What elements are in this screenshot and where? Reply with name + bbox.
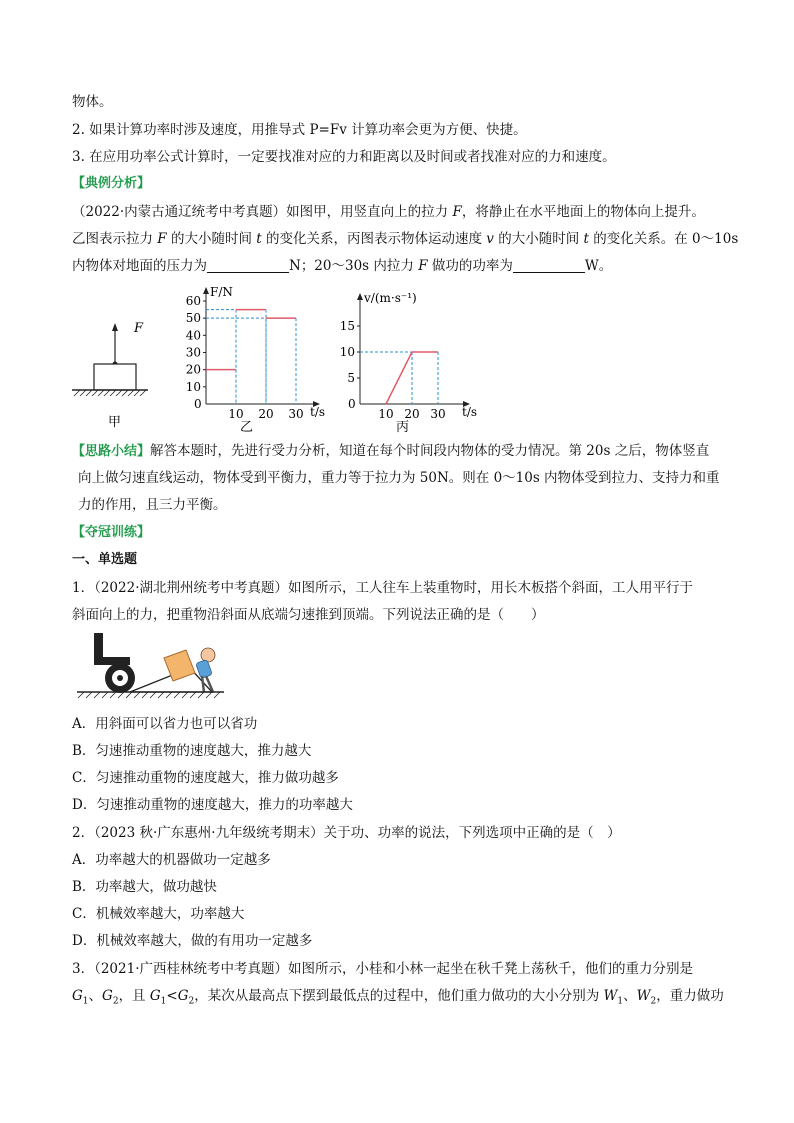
figure-caption: 丙 bbox=[396, 420, 410, 435]
x-tick-label: 30 bbox=[288, 407, 304, 421]
summary-text: 向上做匀速直线运动，物体受到平衡力，重力等于拉力为 50N。则在 0～10s 内物体受到拉力、支持力和重 bbox=[78, 470, 720, 486]
option-d[interactable]: D．机械效率越大，做的有用功一定越多 bbox=[72, 933, 313, 949]
force-label: F bbox=[134, 321, 144, 336]
single-choice-heading: 一、单选题 bbox=[72, 552, 138, 567]
question-text: 1．（2022·湖北荆州统考中考真题）如图所示，工人往车上装重物时，用长木板搭个斜面，工人用平行于 bbox=[72, 580, 693, 596]
option-c[interactable]: C．匀速推动重物的速度越大，推力做功越多 bbox=[72, 770, 339, 786]
figure-bing-chart bbox=[330, 280, 480, 435]
option-b[interactable]: B．功率越大，做功越快 bbox=[72, 879, 217, 895]
example-text: 内物体对地面的压力为 N；20～30s 内拉力 F 做功的功率为 W。 bbox=[72, 258, 613, 274]
x-axis-label: t/s bbox=[310, 405, 325, 419]
example-text: 乙图表示拉力 F 的大小随时间 t 的变化关系，丙图表示物体运动速度 v 的大小随时间 t 的变化关系。在 0～10s bbox=[72, 231, 739, 247]
y-axis-arrow-icon bbox=[203, 287, 209, 294]
example-text: （2022·内蒙古通辽统考中考真题）如图甲，用竖直向上的拉力 F，将静止在水平地面上的物体向上提升。 bbox=[72, 204, 705, 220]
x-axis-label: t/s bbox=[462, 405, 478, 419]
option-c[interactable]: C．机械效率越大，功率越大 bbox=[72, 906, 245, 922]
x-tick-label: 20 bbox=[258, 407, 274, 421]
section-summary-heading: 【思路小结】 bbox=[72, 444, 151, 459]
origin-label: 0 bbox=[194, 397, 202, 411]
x-tick-label: 10 bbox=[378, 407, 394, 421]
y-tick-label: 50 bbox=[185, 311, 201, 326]
origin-label: 0 bbox=[348, 397, 356, 411]
answer-blank[interactable] bbox=[513, 258, 585, 273]
y-tick-label: 15 bbox=[339, 319, 355, 333]
question-text: $G_1$、$G_2$，且 $G_1<G_2$，某次从最高点下摆到最低点的过程中，他们重力做功的大小分别为 $W_1$、$W_2$，重力做功 bbox=[72, 988, 724, 1007]
figure-caption: 甲 bbox=[108, 415, 122, 430]
y-axis-label: F/N bbox=[210, 285, 233, 299]
y-axis-arrow-icon bbox=[357, 293, 363, 300]
text-line: 物体。 bbox=[72, 94, 113, 110]
text-line: 2. 如果计算功率时涉及速度，用推导式 P=Fv 计算功率会更为方便、快捷。 bbox=[72, 122, 527, 138]
question-text: 3．（2021·广西桂林统考中考真题）如图所示，小桂和小林一起坐在秋千凳上荡秋千，他们的重力分别是 bbox=[72, 961, 693, 977]
option-a[interactable]: A．用斜面可以省力也可以省功 bbox=[72, 716, 258, 732]
summary-text: 力的作用，且三力平衡。 bbox=[78, 497, 227, 513]
y-tick-label: 10 bbox=[339, 345, 355, 359]
y-axis-label: v/(m·s⁻¹) bbox=[364, 291, 417, 305]
figure-yi-chart bbox=[180, 280, 325, 435]
question-text: 2．（2023 秋·广东惠州·九年级统考期末）关于功、功率的说法，下列选项中正确的是（ ） bbox=[72, 825, 621, 841]
y-tick-label: 5 bbox=[347, 371, 355, 385]
y-tick-label: 30 bbox=[185, 345, 201, 360]
block bbox=[94, 364, 136, 390]
y-tick-label: 40 bbox=[185, 328, 201, 343]
x-tick-label: 10 bbox=[228, 407, 244, 421]
y-tick-label: 10 bbox=[185, 379, 201, 394]
y-tick-label: 60 bbox=[185, 294, 201, 308]
question-text: 斜面向上的力，把重物沿斜面从底端匀速推到顶端。下列说法正确的是（ ） bbox=[72, 607, 545, 623]
worker-head bbox=[201, 648, 215, 662]
ground-hatch bbox=[78, 692, 220, 698]
arrow-head-icon bbox=[112, 323, 118, 331]
data-line-segment bbox=[386, 352, 412, 404]
ground-hatch bbox=[74, 390, 146, 396]
cart-handle bbox=[94, 633, 103, 661]
answer-blank[interactable] bbox=[207, 258, 289, 273]
figure-ramp bbox=[72, 630, 232, 700]
option-b[interactable]: B．匀速推动重物的速度越大，推力越大 bbox=[72, 743, 312, 759]
section-training-heading: 【夺冠训练】 bbox=[72, 525, 151, 540]
option-d[interactable]: D．匀速推动重物的速度越大，推力的功率越大 bbox=[72, 797, 353, 813]
figure-caption: 乙 bbox=[240, 420, 254, 435]
section-example-heading: 【典例分析】 bbox=[72, 176, 151, 191]
x-tick-label: 20 bbox=[404, 407, 420, 421]
option-a[interactable]: A．功率越大的机器做功一定越多 bbox=[72, 852, 271, 868]
x-tick-label: 30 bbox=[430, 407, 446, 421]
y-tick-label: 20 bbox=[185, 362, 201, 377]
summary-text: 【思路小结】解答本题时，先进行受力分析，知道在每个时间段内物体的受力情况。第 20s 之后，物体竖直 bbox=[72, 443, 710, 459]
worker-body bbox=[196, 659, 213, 678]
figure-jia bbox=[66, 310, 156, 435]
text-line: 3. 在应用功率公式计算时，一定要找准对应的力和距离以及时间或者找准对应的力和速度。 bbox=[72, 149, 616, 165]
